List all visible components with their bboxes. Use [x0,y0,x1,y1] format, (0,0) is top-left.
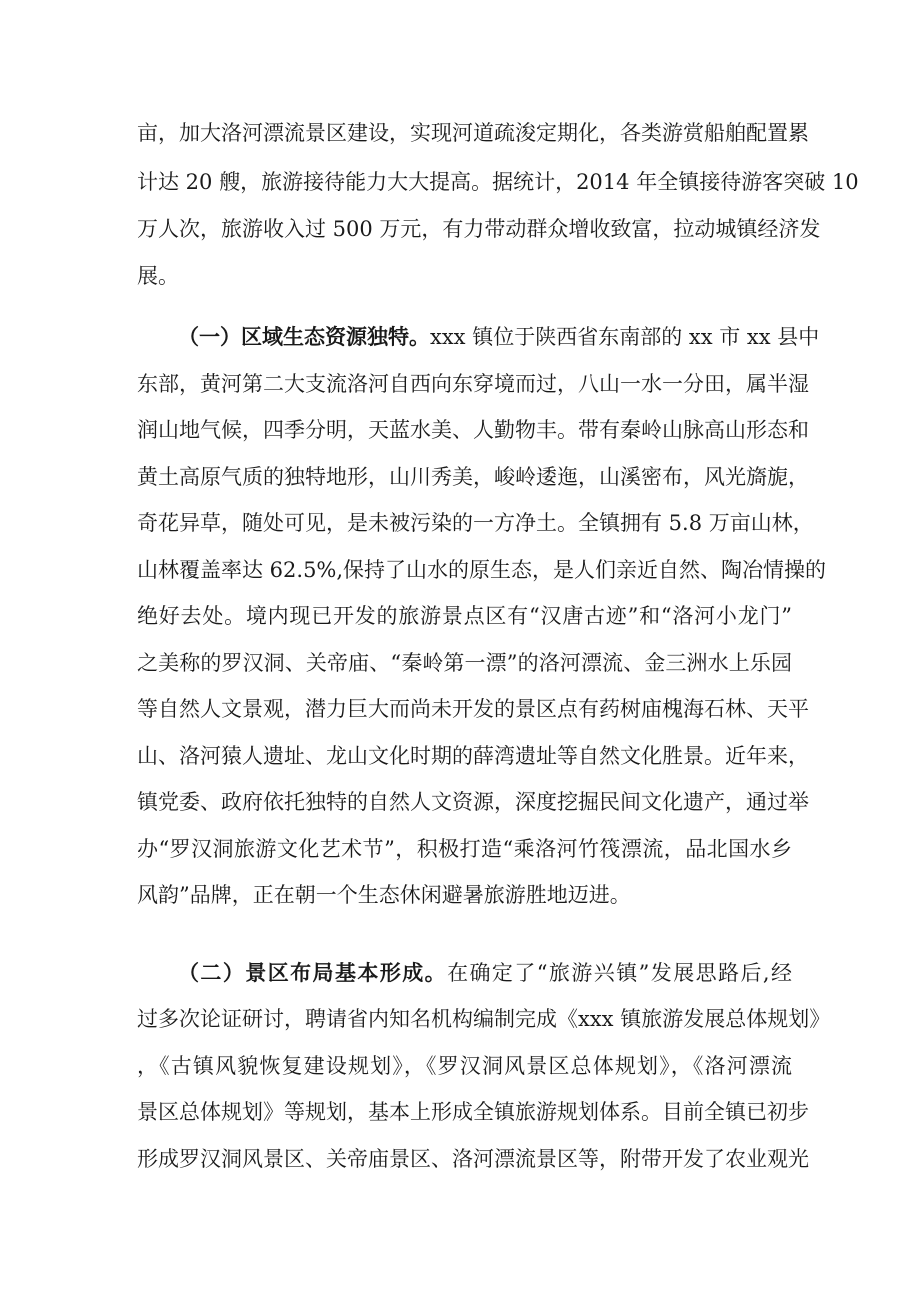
text-line: 万人次，旅游收入过 500 万元，有力带动群众增收致富，拉动城镇经济发 [137,217,821,241]
text-line: 亩，加大洛河漂流景区建设，实现河道疏浚定期化，各类游赏船舶配置累 [137,121,809,145]
text-line: 绝好去处。境内现已开发的旅游景点区有“汉唐古迹”和“洛河小龙门” [137,604,792,628]
text-line: ，《古镇风貌恢复建设规划》，《罗汉洞风景区总体规划》，《洛河漂流 [137,1054,792,1078]
text-line: 计达 20 艘，旅游接待能力大大提高。据统计，2014 年全镇接待游客突破 10 [137,170,859,194]
text-line: 等自然人文景观，潜力巨大而尚未开发的景区点有药树庙槐海石林、天平 [137,697,809,721]
text-line: 东部，黄河第二大支流洛河自西向东穿境而过，八山一水一分田，属半湿 [137,372,809,396]
text-line: 办“罗汉洞旅游文化艺术节”，积极打造“乘洛河竹筏漂流，品北国水乡 [137,837,792,861]
text-line: 山、洛河猿人遗址、龙山文化时期的薛湾遗址等自然文化胜景。近年来， [137,744,809,768]
text-line: 润山地气候，四季分明，天蓝水美、人勤物丰。带有秦岭山脉高山形态和 [137,418,809,442]
section-heading-line [178,960,792,986]
text-line: 之美称的罗汉洞、关帝庙、“秦岭第一漂”的洛河漂流、金三洲水上乐园 [137,651,792,675]
text-span: xxx 镇位于陕西省东南部的 xx 市 xx 县中 [430,325,820,349]
text-line: 风韵”品牌，正在朝一个生态休闲避暑旅游胜地迈进。 [137,883,631,907]
text-span: 在确定了“旅游兴镇”发展思路后,经 [447,961,792,985]
text-line: 山林覆盖率达 62.5%,保持了山水的原生态，是人们亲近自然、陶冶情操的 [137,558,827,582]
section-heading: （二）景区布局基本形成。 [178,960,448,985]
text-line: 形成罗汉洞风景区、关帝庙景区、洛河漂流景区等，附带开发了农业观光 [137,1147,809,1171]
text-line: 展。 [137,264,179,288]
section-heading-line [178,324,820,350]
text-line: 景区总体规划》等规划，基本上形成全镇旅游规划体系。目前全镇已初步 [137,1100,809,1124]
section-heading: （一）区域生态资源独特。 [178,324,430,349]
text-line: 黄土高原气质的独特地形，山川秀美，峻岭逶迤，山溪密布，风光旖旎， [137,465,809,489]
text-line: 镇党委、政府依托独特的自然人文资源，深度挖掘民间文化遗产，通过举 [137,790,809,814]
text-line: 过多次论证研讨，聘请省内知名机构编制完成《xxx 镇旅游发展总体规划》 [137,1007,831,1031]
text-line: 奇花异草，随处可见，是未被污染的一方净土。全镇拥有 5.8 万亩山林， [137,511,814,535]
